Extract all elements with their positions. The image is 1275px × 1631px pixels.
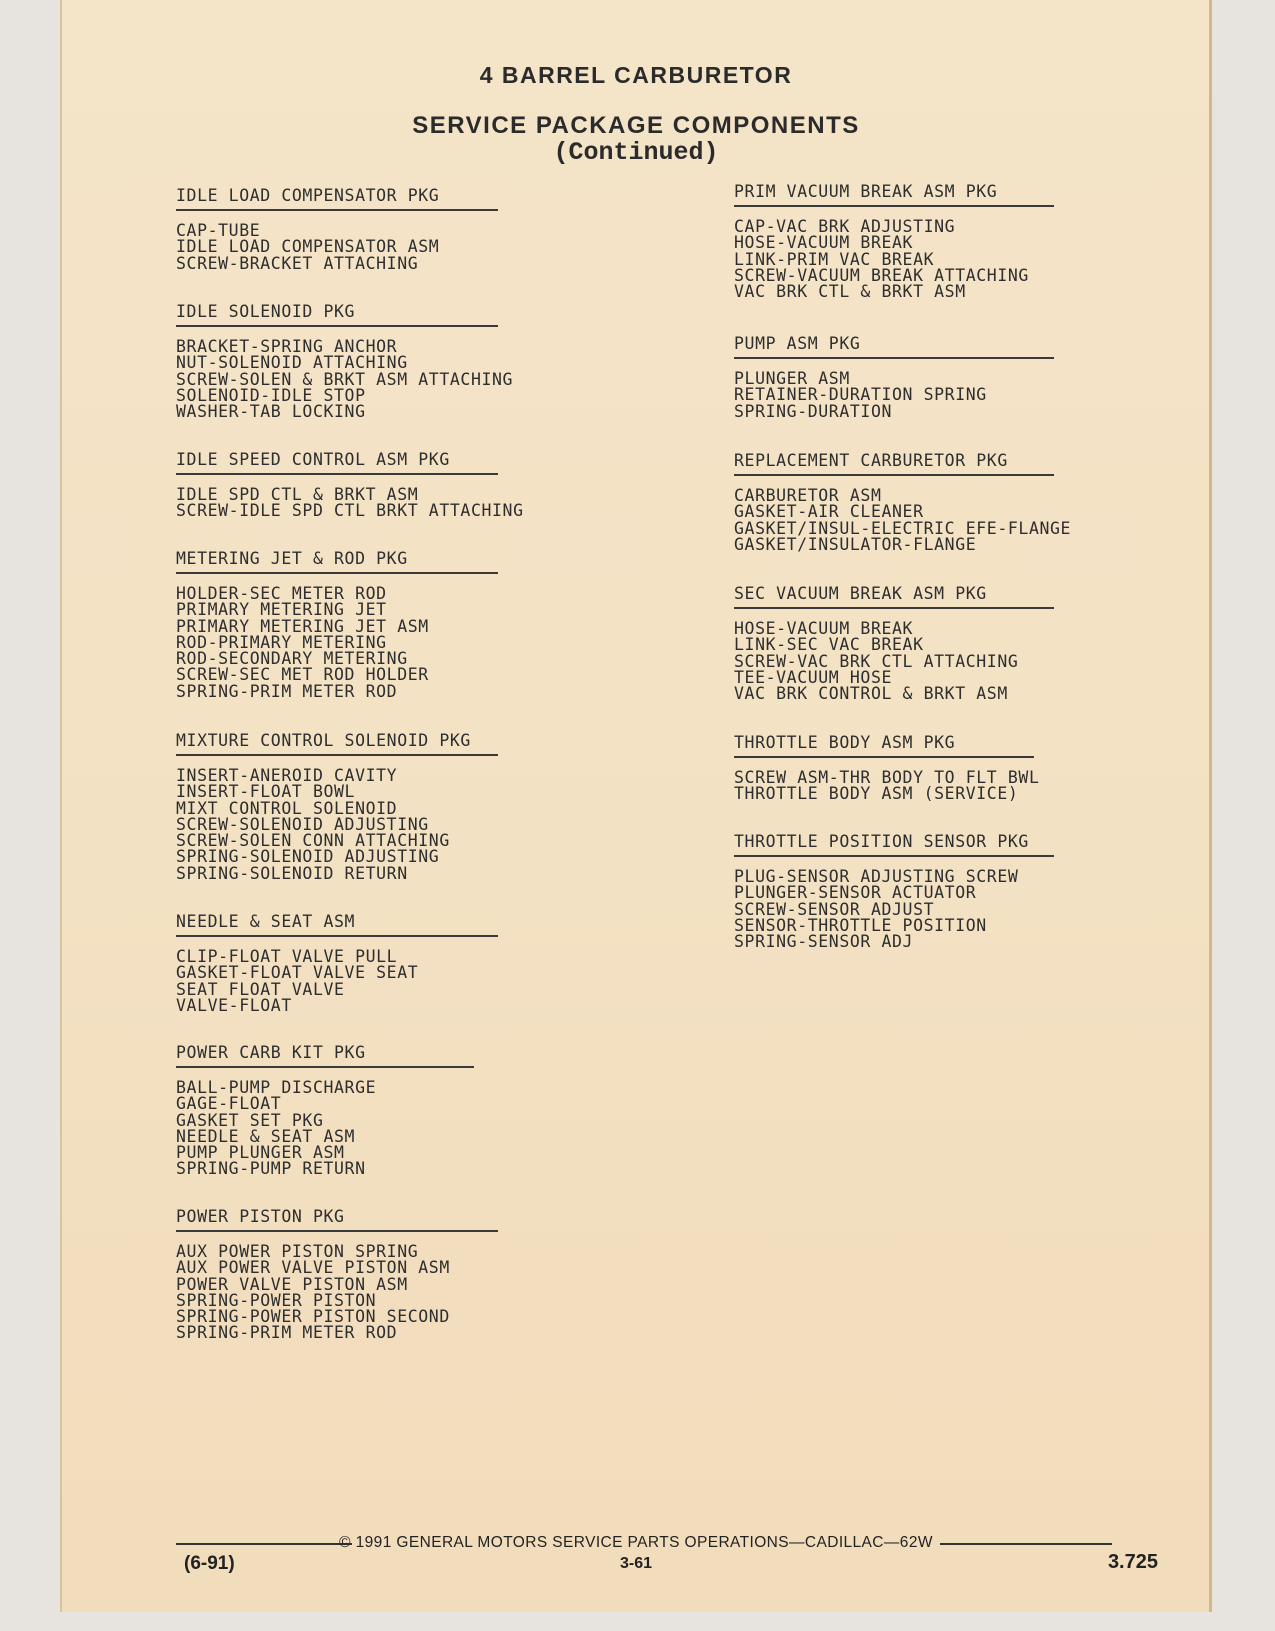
package-title: PUMP ASM PKG xyxy=(734,334,861,353)
package-title: NEEDLE & SEAT ASM xyxy=(176,912,356,931)
component-item: SCREW-SEC MET ROD HOLDER xyxy=(176,665,429,685)
component-item: AUX POWER VALVE PISTON ASM xyxy=(176,1258,450,1278)
component-item: IDLE LOAD COMPENSATOR ASM xyxy=(176,237,440,257)
component-item: SCREW ASM-THR BODY TO FLT BWL xyxy=(734,768,1040,787)
component-item: RETAINER-DURATION SPRING xyxy=(734,385,987,405)
package-title-underline xyxy=(734,205,1054,207)
package-title-underline xyxy=(176,325,498,327)
component-item: NUT-SOLENOID ATTACHING xyxy=(176,353,408,373)
package-title-underline xyxy=(176,473,498,475)
component-item: WASHER-TAB LOCKING xyxy=(176,402,366,422)
package-component-list xyxy=(734,770,1039,803)
component-item: GASKET-FLOAT VALVE SEAT xyxy=(176,963,419,983)
component-item: SCREW-SOLEN CONN ATTACHING xyxy=(176,831,450,851)
component-item: THROTTLE BODY ASM (SERVICE) xyxy=(734,784,1019,804)
package-title-underline xyxy=(176,1066,474,1068)
continued-label: (Continued) xyxy=(553,138,719,167)
package-component-list xyxy=(176,1080,474,1178)
page-title: 4 BARREL CARBURETOR xyxy=(479,62,793,88)
component-item: VAC BRK CTL & BRKT ASM xyxy=(734,282,966,302)
component-item: GASKET-AIR CLEANER xyxy=(734,502,924,522)
package-title: REPLACEMENT CARBURETOR PKG xyxy=(734,451,1008,470)
package-block xyxy=(176,1043,474,1178)
component-item: AUX POWER PISTON SPRING xyxy=(176,1242,419,1261)
component-item: SCREW-SOLEN & BRKT ASM ATTACHING xyxy=(176,369,514,389)
component-item: CARBURETOR ASM xyxy=(734,486,882,505)
component-item: VALVE-FLOAT xyxy=(176,995,292,1015)
component-item: SPRING-DURATION xyxy=(734,401,893,421)
package-block xyxy=(734,182,1054,300)
package-block xyxy=(176,1207,498,1342)
component-item: INSERT-ANEROID CAVITY xyxy=(176,766,398,785)
component-item: SPRING-PRIM METER ROD xyxy=(176,1323,398,1343)
package-title: THROTTLE POSITION SENSOR PKG xyxy=(734,832,1029,851)
component-item: PLUNGER-SENSOR ACTUATOR xyxy=(734,883,977,903)
component-item: CAP-VAC BRK ADJUSTING xyxy=(734,217,956,236)
component-item: SCREW-VACUUM BREAK ATTACHING xyxy=(734,265,1029,285)
component-item: PRIMARY METERING JET xyxy=(176,600,387,620)
component-item: ROD-SECONDARY METERING xyxy=(176,649,408,669)
component-item: LINK-PRIM VAC BREAK xyxy=(734,249,935,269)
package-title: SEC VACUUM BREAK ASM PKG xyxy=(734,584,987,603)
component-item: HOSE-VACUUM BREAK xyxy=(734,233,914,253)
package-block xyxy=(176,302,513,420)
component-item: SCREW-VAC BRK CTL ATTACHING xyxy=(734,651,1019,671)
package-title: IDLE SOLENOID PKG xyxy=(176,302,356,321)
package-title-underline xyxy=(734,855,1054,857)
component-item: VAC BRK CONTROL & BRKT ASM xyxy=(734,684,1008,704)
component-item: MIXT CONTROL SOLENOID xyxy=(176,798,398,818)
component-item: SENSOR-THROTTLE POSITION xyxy=(734,915,987,935)
component-item: CAP-TUBE xyxy=(176,221,261,240)
package-component-list xyxy=(734,219,1054,300)
package-title-underline xyxy=(734,474,1054,476)
component-item: SCREW-BRACKET ATTACHING xyxy=(176,253,419,273)
package-component-list xyxy=(176,1244,498,1342)
document-page xyxy=(60,0,1212,1612)
package-block xyxy=(734,451,1071,553)
package-title-underline xyxy=(176,754,498,756)
package-title: PRIM VACUUM BREAK ASM PKG xyxy=(734,182,998,201)
package-title-underline xyxy=(734,607,1054,609)
package-component-list xyxy=(734,371,1054,420)
package-title: THROTTLE BODY ASM PKG xyxy=(734,733,956,752)
package-component-list xyxy=(176,339,513,420)
package-title: IDLE SPEED CONTROL ASM PKG xyxy=(176,450,450,469)
component-item: POWER VALVE PISTON ASM xyxy=(176,1274,408,1294)
component-item: SPRING-PUMP RETURN xyxy=(176,1159,366,1179)
package-title: POWER CARB KIT PKG xyxy=(176,1043,366,1062)
component-item: SPRING-POWER PISTON xyxy=(176,1290,377,1310)
package-component-list xyxy=(734,869,1054,950)
package-block xyxy=(734,584,1054,702)
component-item: BRACKET-SPRING ANCHOR xyxy=(176,337,398,356)
component-item: PRIMARY METERING JET ASM xyxy=(176,616,429,636)
component-item: SEAT FLOAT VALVE xyxy=(176,979,345,999)
component-item: SCREW-SOLENOID ADJUSTING xyxy=(176,814,429,834)
package-component-list xyxy=(176,768,498,882)
package-title-underline xyxy=(734,357,1054,359)
package-block xyxy=(734,733,1039,803)
package-component-list xyxy=(734,621,1054,702)
package-component-list xyxy=(176,586,498,700)
component-item: HOLDER-SEC METER ROD xyxy=(176,584,387,603)
package-title: POWER PISTON PKG xyxy=(176,1207,345,1226)
package-title-underline xyxy=(176,1230,498,1232)
component-item: PUMP PLUNGER ASM xyxy=(176,1143,345,1163)
component-item: LINK-SEC VAC BREAK xyxy=(734,635,924,655)
package-component-list xyxy=(734,488,1071,553)
component-item: PLUG-SENSOR ADJUSTING SCREW xyxy=(734,867,1019,886)
component-item: GASKET SET PKG xyxy=(176,1110,324,1130)
package-title-underline xyxy=(176,209,498,211)
footer-date: (6-91) xyxy=(184,1553,235,1574)
component-item: TEE-VACUUM HOSE xyxy=(734,667,893,687)
component-item: PLUNGER ASM xyxy=(734,369,850,388)
component-item: SPRING-SENSOR ADJ xyxy=(734,932,914,952)
component-item: CLIP-FLOAT VALVE PULL xyxy=(176,947,398,966)
package-title-underline xyxy=(734,756,1034,758)
package-title: IDLE LOAD COMPENSATOR PKG xyxy=(176,186,440,205)
component-item: GAGE-FLOAT xyxy=(176,1094,282,1114)
package-component-list xyxy=(176,949,498,1014)
component-item: HOSE-VACUUM BREAK xyxy=(734,619,914,638)
component-item: SPRING-SOLENOID ADJUSTING xyxy=(176,847,440,867)
package-block xyxy=(176,450,524,520)
package-title: METERING JET & ROD PKG xyxy=(176,549,408,568)
component-item: IDLE SPD CTL & BRKT ASM xyxy=(176,485,419,504)
package-block xyxy=(176,731,498,882)
component-item: SPRING-POWER PISTON SECOND xyxy=(176,1307,450,1327)
component-item: SPRING-PRIM METER ROD xyxy=(176,681,398,701)
component-item: SCREW-SENSOR ADJUST xyxy=(734,899,935,919)
component-item: GASKET/INSUL-ELECTRIC EFE-FLANGE xyxy=(734,518,1072,538)
component-item: ROD-PRIMARY METERING xyxy=(176,632,387,652)
component-item: BALL-PUMP DISCHARGE xyxy=(176,1078,377,1097)
package-component-list xyxy=(176,487,524,520)
package-title: MIXTURE CONTROL SOLENOID PKG xyxy=(176,731,471,750)
package-block xyxy=(734,832,1054,950)
package-block xyxy=(176,186,498,272)
component-item: INSERT-FLOAT BOWL xyxy=(176,782,356,802)
footer-page-number: 3-61 xyxy=(619,1555,653,1572)
package-block xyxy=(734,334,1054,420)
component-item: NEEDLE & SEAT ASM xyxy=(176,1126,356,1146)
section-title: SERVICE PACKAGE COMPONENTS xyxy=(412,112,860,139)
component-item: SOLENOID-IDLE STOP xyxy=(176,385,366,405)
footer-copyright: © 1991 GENERAL MOTORS SERVICE PARTS OPERATIONS—CADILLAC—62W xyxy=(339,1534,933,1551)
package-title-underline xyxy=(176,572,498,574)
footer-section-number: 3.725 xyxy=(1107,1551,1158,1573)
component-item: SPRING-SOLENOID RETURN xyxy=(176,863,408,883)
package-component-list xyxy=(176,223,498,272)
package-title-underline xyxy=(176,935,498,937)
package-block xyxy=(176,912,498,1014)
component-item: SCREW-IDLE SPD CTL BRKT ATTACHING xyxy=(176,501,524,521)
component-item: GASKET/INSULATOR-FLANGE xyxy=(734,534,977,554)
package-block xyxy=(176,549,498,700)
